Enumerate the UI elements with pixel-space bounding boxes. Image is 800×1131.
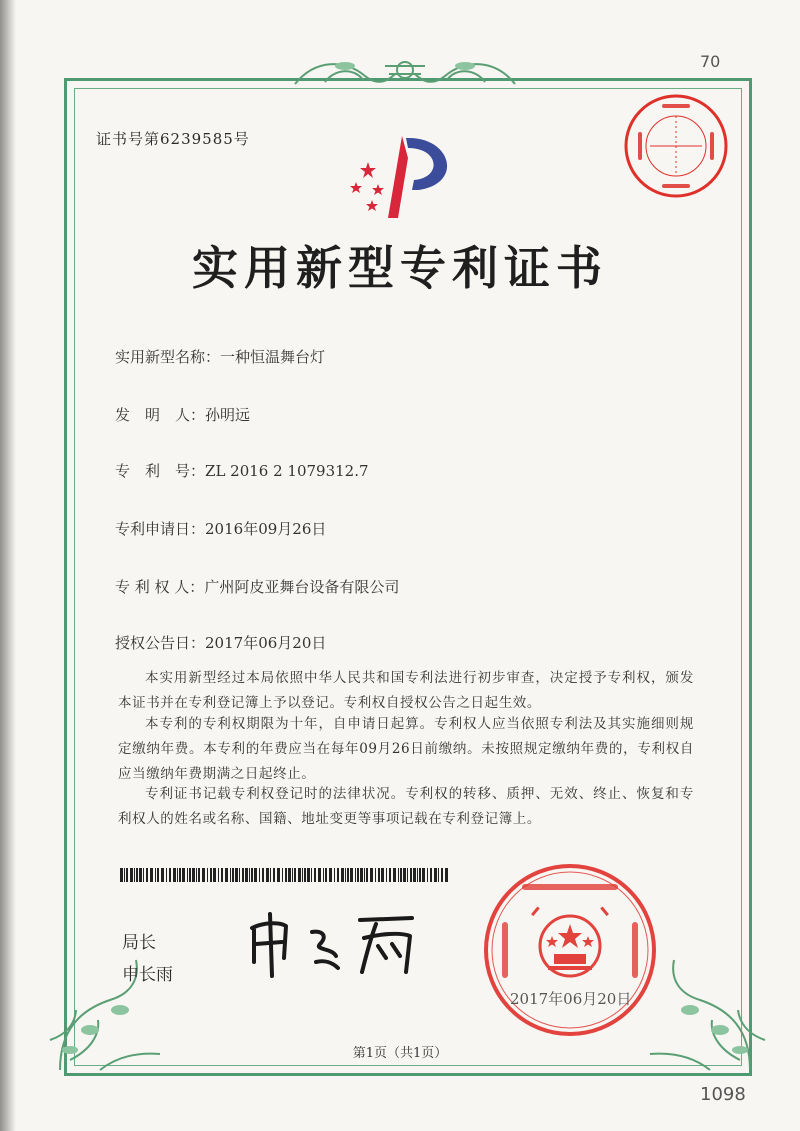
field-label: 专 利 权 人： <box>115 578 205 596</box>
barcode-bar <box>166 868 167 882</box>
barcode-bar <box>347 868 349 882</box>
barcode-bar <box>198 868 200 882</box>
barcode-bar <box>126 868 128 882</box>
field-value: 一种恒温舞台灯 <box>220 348 326 366</box>
certificate-number: 证书号第6239585号 <box>96 130 250 148</box>
body-paragraph: 专利证书记载专利权登记时的法律状况。专利权的转移、质押、无效、终止、恢复和专利权人的姓名或名称、国籍、地址变更等事项记载在专利登记簿上。 <box>118 786 694 827</box>
barcode-bar <box>294 868 296 882</box>
barcode-bar <box>189 868 191 882</box>
handwritten-mark-bottom: 1098 <box>700 1084 746 1105</box>
field-value: ZL 2016 2 1079312.7 <box>205 462 369 480</box>
barcode-bar <box>143 868 144 882</box>
barcode-bar <box>325 868 327 882</box>
barcode-bar <box>146 868 148 882</box>
barcode-bar <box>357 868 359 882</box>
barcode-bar <box>239 868 240 882</box>
barcode-bar <box>410 868 412 882</box>
barcode-bar <box>196 868 197 882</box>
barcode-bar <box>417 868 418 882</box>
barcode-bar <box>434 868 437 882</box>
barcode-bar <box>430 868 432 882</box>
barcode-bar <box>242 868 244 882</box>
barcode-bar <box>298 868 301 882</box>
barcode-bar <box>318 868 321 882</box>
barcode-bar <box>134 868 135 882</box>
barcode-bar <box>139 868 142 882</box>
field-application-date <box>115 518 326 539</box>
tax-stamp-seal <box>622 92 730 200</box>
page-indicator: 第1页（共1页） <box>352 1046 448 1061</box>
barcode-bar <box>311 868 312 882</box>
barcode-bar <box>304 868 306 882</box>
barcode-bar <box>413 868 416 882</box>
barcode-bar <box>393 868 396 882</box>
barcode-bar <box>285 868 287 882</box>
barcode-bar <box>375 868 376 882</box>
barcode-bar <box>225 868 228 882</box>
barcode-bar <box>403 868 406 882</box>
barcode-bar <box>262 868 264 882</box>
barcode-bar <box>187 868 188 882</box>
barcode-bar <box>427 868 428 882</box>
barcode-bar <box>120 868 123 882</box>
barcode-bar <box>192 868 195 882</box>
field-label: 实用新型名称： <box>115 348 221 366</box>
barcode-bar <box>230 868 231 882</box>
barcode-bar <box>213 868 216 882</box>
barcode-bar <box>218 868 219 882</box>
barcode-bar <box>182 868 185 882</box>
barcode <box>120 868 450 882</box>
patent-office-logo <box>342 132 462 222</box>
barcode-bar <box>251 868 253 882</box>
barcode-bar <box>364 868 365 882</box>
barcode-bar <box>302 868 303 882</box>
barcode-bar <box>202 868 205 882</box>
barcode-bar <box>341 868 344 882</box>
barcode-bar <box>419 868 421 882</box>
barcode-bar <box>370 868 373 882</box>
barcode-bar <box>314 868 316 882</box>
seal-date: 2017年06月20日 <box>510 990 632 1008</box>
barcode-bar <box>386 868 387 882</box>
top-floral-ornament <box>285 54 525 94</box>
field-label: 授权公告日： <box>115 634 206 652</box>
barcode-bar <box>337 868 339 882</box>
barcode-bar <box>210 868 212 882</box>
body-paragraph: 本专利的专利权期限为十年，自申请日起算。专利权人应当依照专利法及其实施细则规定缴纳年费。本专利的年费应当在每年09月26日前缴纳。未按照规定缴纳年费的，专利权自应当缴纳年费期满之日起终止。 <box>118 716 694 782</box>
barcode-bar <box>323 868 324 882</box>
barcode-bar <box>381 868 384 882</box>
barcode-bar <box>270 868 271 882</box>
barcode-bar <box>254 868 257 882</box>
barcode-bar <box>350 868 353 882</box>
barcode-bar <box>355 868 356 882</box>
barcode-bar <box>360 868 363 882</box>
barcode-bar <box>407 868 408 882</box>
barcode-bar <box>124 868 125 882</box>
barcode-bar <box>179 868 181 882</box>
barcode-bar <box>422 868 425 882</box>
signer-name: 申长雨 <box>122 965 173 985</box>
barcode-bar <box>366 868 368 882</box>
official-seal <box>482 862 658 1038</box>
barcode-bar <box>292 868 293 882</box>
barcode-bar <box>277 868 280 882</box>
barcode-bar <box>136 868 138 882</box>
signer-role: 局长 <box>122 933 156 953</box>
barcode-bar <box>438 868 439 882</box>
barcode-bar <box>307 868 310 882</box>
barcode-bar <box>441 868 443 882</box>
barcode-bar <box>249 868 250 882</box>
barcode-bar <box>155 868 156 882</box>
barcode-bar <box>150 868 153 882</box>
field-value: 2017年06月20日 <box>205 634 327 652</box>
barcode-bar <box>259 868 260 882</box>
barcode-bar <box>130 868 133 882</box>
field-label: 发 明 人： <box>115 406 206 424</box>
barcode-bar <box>235 868 238 882</box>
field-value: 广州阿皮亚舞台设备有限公司 <box>204 578 400 596</box>
barcode-bar <box>345 868 346 882</box>
body-paragraph: 本实用新型经过本局依照中华人民共和国专利法进行初步审查，决定授予专利权，颁发本证书并在专利登记簿上予以登记。专利权自授权公告之日起生效。 <box>118 670 694 711</box>
handwritten-mark-top: 70 <box>700 52 721 71</box>
barcode-bar <box>288 868 291 882</box>
field-label: 专利申请日： <box>115 520 206 538</box>
barcode-bar <box>400 868 402 882</box>
barcode-bar <box>169 868 171 882</box>
field-value: 孙明远 <box>205 406 251 424</box>
field-value: 2016年09月26日 <box>205 520 327 538</box>
barcode-bar <box>334 868 335 882</box>
barcode-bar <box>177 868 178 882</box>
barcode-bar <box>445 868 448 882</box>
barcode-bar <box>329 868 332 882</box>
barcode-bar <box>266 868 269 882</box>
barcode-bar <box>232 868 234 882</box>
field-grant-date <box>115 632 326 653</box>
barcode-bar <box>207 868 208 882</box>
barcode-bar <box>245 868 248 882</box>
barcode-bar <box>398 868 399 882</box>
certificate-title: 实用新型专利证书 <box>192 241 608 295</box>
field-label: 专 利 号： <box>115 462 206 480</box>
barcode-bar <box>173 868 176 882</box>
field-utility-model-name <box>115 346 325 367</box>
field-inventor <box>115 404 250 425</box>
field-patentee <box>115 576 399 597</box>
barcode-bar <box>378 868 380 882</box>
barcode-bar <box>389 868 391 882</box>
field-patent-number <box>115 460 369 481</box>
barcode-bar <box>161 868 164 882</box>
barcode-bar <box>157 868 159 882</box>
barcode-bar <box>221 868 223 882</box>
barcode-bar <box>273 868 275 882</box>
handwritten-signature <box>240 900 420 980</box>
barcode-bar <box>282 868 283 882</box>
